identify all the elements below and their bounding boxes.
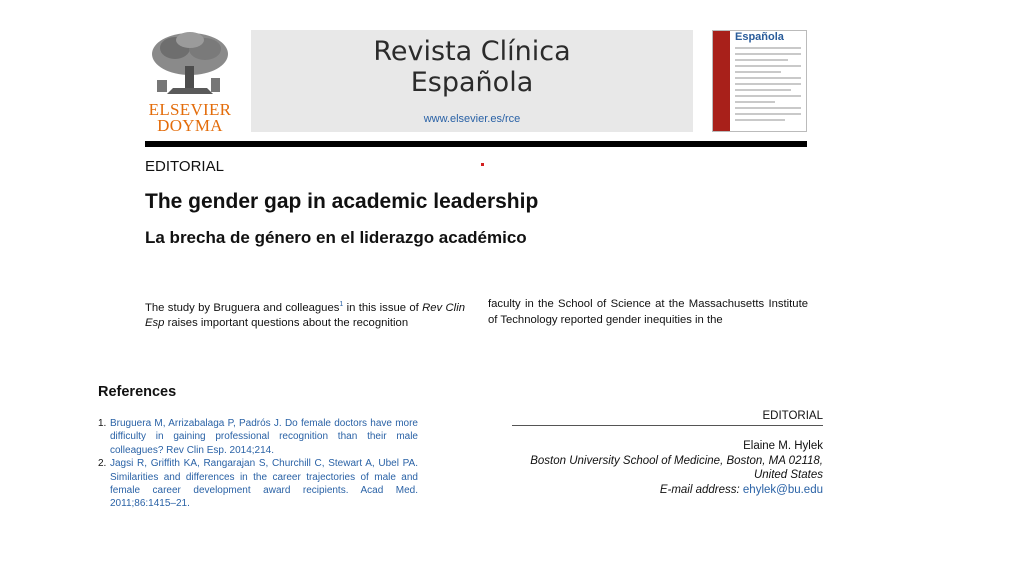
reference-number: 2.	[98, 458, 107, 470]
journal-name-italic: Rev Clin Esp	[145, 301, 465, 329]
email-label: E-mail address:	[659, 483, 743, 496]
author-affiliation-line2: United States	[753, 469, 823, 481]
journal-title	[251, 36, 693, 98]
journal-title-box	[251, 30, 693, 132]
body-text: The study by Bruguera and colleagues	[145, 301, 340, 314]
body-column-right: faculty in the School of Science at the Massachusetts Institute of Technology reported gender inequities in the	[488, 298, 808, 326]
author-affiliation-line1: Boston University School of Medicine, Boston, MA 02118,	[530, 454, 823, 467]
journal-title-line2: Española	[410, 67, 534, 98]
body-column-left	[145, 297, 465, 329]
publisher-logo	[145, 30, 235, 134]
article-title: The gender gap in academic leadership	[145, 190, 539, 213]
reference-item	[98, 457, 418, 511]
author-email-row	[512, 483, 823, 498]
cover-title: Española	[735, 31, 784, 43]
reference-number: 1.	[98, 418, 107, 429]
reference-link[interactable]: Jagsi R, Griffith KA, Rangarajan S, Churchill C, Stewart A, Ubel PA. Similarities and differences in the career trajectories of male and female career development award recipients. Acad Med. 2011;86:1415–21.	[110, 458, 418, 510]
author-section-label: EDITORIAL	[512, 410, 823, 426]
reference-link[interactable]: Bruguera M, Arrizabalaga P, Padrós J. Do female doctors have more difficulty in gaining professional recognition than their male colleagues? Rev Clin Esp. 2014;214.	[110, 418, 418, 456]
body-text: raises important questions about the recognition	[164, 317, 409, 329]
publisher-name-line1: ELSEVIER	[148, 100, 232, 119]
marker-dot	[481, 163, 484, 166]
journal-title-line1: Revista Clínica	[373, 36, 571, 67]
reference-mark-link[interactable]: 1	[339, 301, 344, 308]
references-heading: References	[98, 384, 177, 400]
header-rule	[145, 141, 807, 147]
references-list	[98, 417, 418, 511]
cover-stripe	[713, 31, 730, 131]
journal-url-link[interactable]: www.elsevier.es/rce	[423, 113, 521, 125]
author-name: Elaine M. Hylek	[743, 440, 823, 452]
journal-cover-thumbnail	[712, 30, 807, 132]
journal-masthead	[145, 30, 807, 134]
body-text: in this issue of	[343, 301, 423, 314]
cover-text-lines	[735, 47, 801, 125]
author-block	[512, 410, 823, 497]
author-details	[512, 439, 823, 497]
author-email-link[interactable]: ehylek@bu.edu	[742, 483, 823, 496]
publisher-name-line2: DOYMA	[157, 116, 223, 135]
article-subtitle: La brecha de género en el liderazgo académico	[145, 228, 527, 247]
reference-item	[98, 417, 418, 457]
section-label: EDITORIAL	[145, 158, 224, 175]
elsevier-tree-icon	[147, 30, 233, 100]
